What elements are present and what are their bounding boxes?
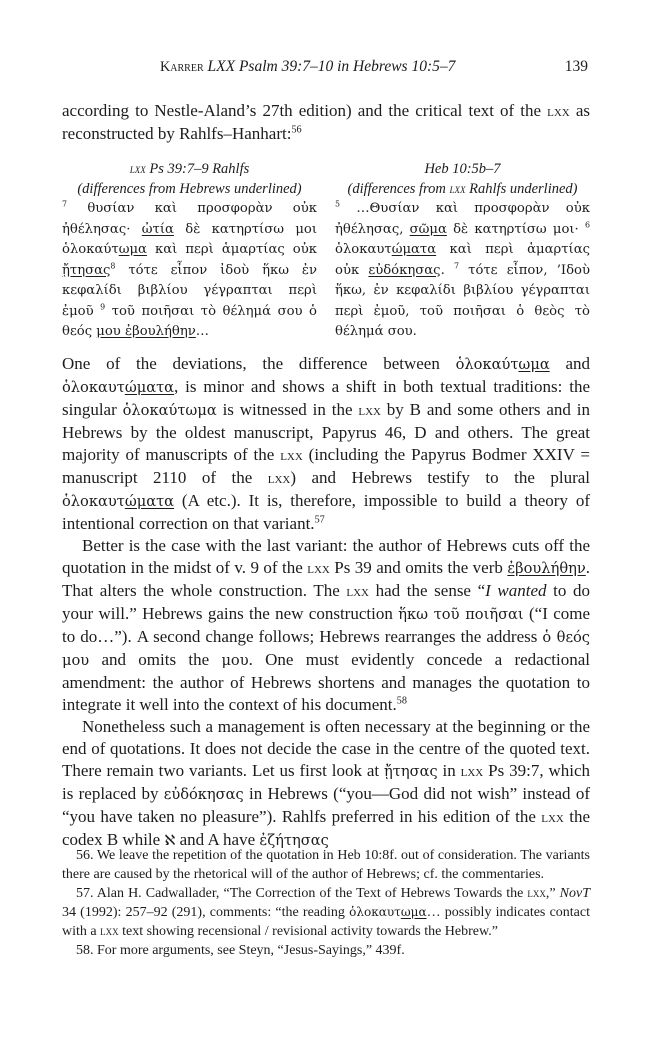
article-title: LXX Psalm 39:7–10 in Hebrews 10:5–7 <box>207 58 456 75</box>
right-column-greek-text: $^5$ …Θυσίαν καὶ προσφορὰν οὐκ ἠθέλησας, σῶμα δὲ κατηρτίσω μοι· $^6$ ὁλοκαυτώματα καὶ περὶ ἁμαρτίας οὐκ εὐδόκησας. $^7$ τότε εἶπον, ’Ιδοὺ ἥκω, ἐν κεφαλίδι βιβλίου γέγραπται περὶ ἐμοῦ, τοῦ ποιῆσαι ὁ θεὸς τὸ θέλημά σου. <box>335 199 590 339</box>
footnote-ref-56: 56 <box>291 124 302 136</box>
left-column-greek-text: $^7$ θυσίαν καὶ προσφορὰν οὐκ ἠθέλησας· ὠτία δὲ κατηρτίσω μοι ὁλοκαύτωμα καὶ περὶ ἁμαρτίας οὐκ ᾔτησας$^8$ τότε εἶπον ἰδοὺ ἥκω ἐν κεφαλίδι βιβλίου γέγραπται περὶ ἐμοῦ $^9$ τοῦ ποιῆσαι τὸ θέλημά σου ὁ θεός μου ἐβουλήθην… <box>62 199 318 339</box>
footnote-57: 57. Alan H. Cadwallader, “The Correction of the Text of Hebrews Towards the lxx,” NovT 34 (1992): 257–92 (291), comments: “the reading ὁλοκαυτωμα… possibly indicates contact with a lxx text showing recensional / revisional activity towards the Hebrew.” <box>62 886 590 939</box>
paragraph-deviations: One of the deviations, the difference between ὁλοκαύτωμα and ὁλοκαυτώματα, is minor and shows a shift in both textual traditions: the singular ὁλοκαύτωμα is witnessed in the lxx by B and some others and in Hebrews by the oldest manuscript, Papyrus 46, D and others. The great majority of manuscripts of the lxx (including the Papyrus Bodmer XXIV = manuscript 2110 of the lxx) and Hebrews testify to the plural ὁλοκαυτώματα (A etc.). It is, therefore, impossible to build a theory of intentional correction on that variant.$^{57}$ <box>62 353 590 533</box>
left-column-subheading: (differences from Hebrews underlined) <box>77 181 302 197</box>
paragraph-last-variant: Better is the case with the last variant: the author of Hebrews cuts off the quotation in the midst of v. 9 of the lxx Ps 39 and omits the verb ἐβουλήθην. That alters the whole construction. The lxx had the sense “I wanted to do your will.” Hebrews gains the new construction ἥκω τοῦ ποιῆσαι (“I come to do…”). A second change follows; Hebrews rearranges the address ὁ θεός μου and omits the μου. One must evidently concede a redactional amendment: the author of Hebrews shortens and manages the quotation to integrate it well into the context of his document.$^{58}$ <box>62 535 591 714</box>
author-name: Karrer <box>160 59 204 75</box>
main-text <box>62 100 590 852</box>
synopsis-table <box>62 159 590 343</box>
footnote-ref-57: 57 <box>314 513 325 525</box>
right-column-heading: Heb 10:5b–7 <box>424 161 501 177</box>
paragraph-management: Nonetheless such a management is often necessary at the beginning or the end of quotations. It does not decide the case in the centre of the quoted text. There remain two variants. Let us first look at ᾔτησας in lxx Ps 39:7, which is replaced by εὐδόκησας in Hebrews (“you—God did not wish” instead of “you have taken no pleasure”). Rahlfs preferred in his edition of the lxx the codex B while ℵ and A have ἐζήτησας <box>62 716 590 849</box>
right-column-subheading: (differences from lxx Rahlfs underlined) <box>347 181 578 197</box>
page-number: 139 <box>564 58 588 75</box>
left-column-heading: lxx Ps 39:7–9 Rahlfs <box>129 161 250 177</box>
synopsis-left-column <box>62 159 317 343</box>
intro-paragraph: according to Nestle-Aland’s 27th edition) and the critical text of the lxx as reconstructed by Rahlfs–Hanhart:$^{56}$ <box>62 101 590 143</box>
footnotes <box>62 846 590 960</box>
footnote-58: 58. For more arguments, see Steyn, “Jesus-Sayings,” 439f. <box>76 943 405 958</box>
synopsis-right-column <box>335 159 590 343</box>
running-head <box>62 58 590 80</box>
footnote-56: 56. We leave the repetition of the quotation in Heb 10:8f. out of consideration. The variants there are caused by the rhetorical will of the author of Hebrews; cf. the commentaries. <box>62 848 590 882</box>
footnote-ref-58: 58 <box>396 694 407 706</box>
running-title <box>160 58 455 76</box>
